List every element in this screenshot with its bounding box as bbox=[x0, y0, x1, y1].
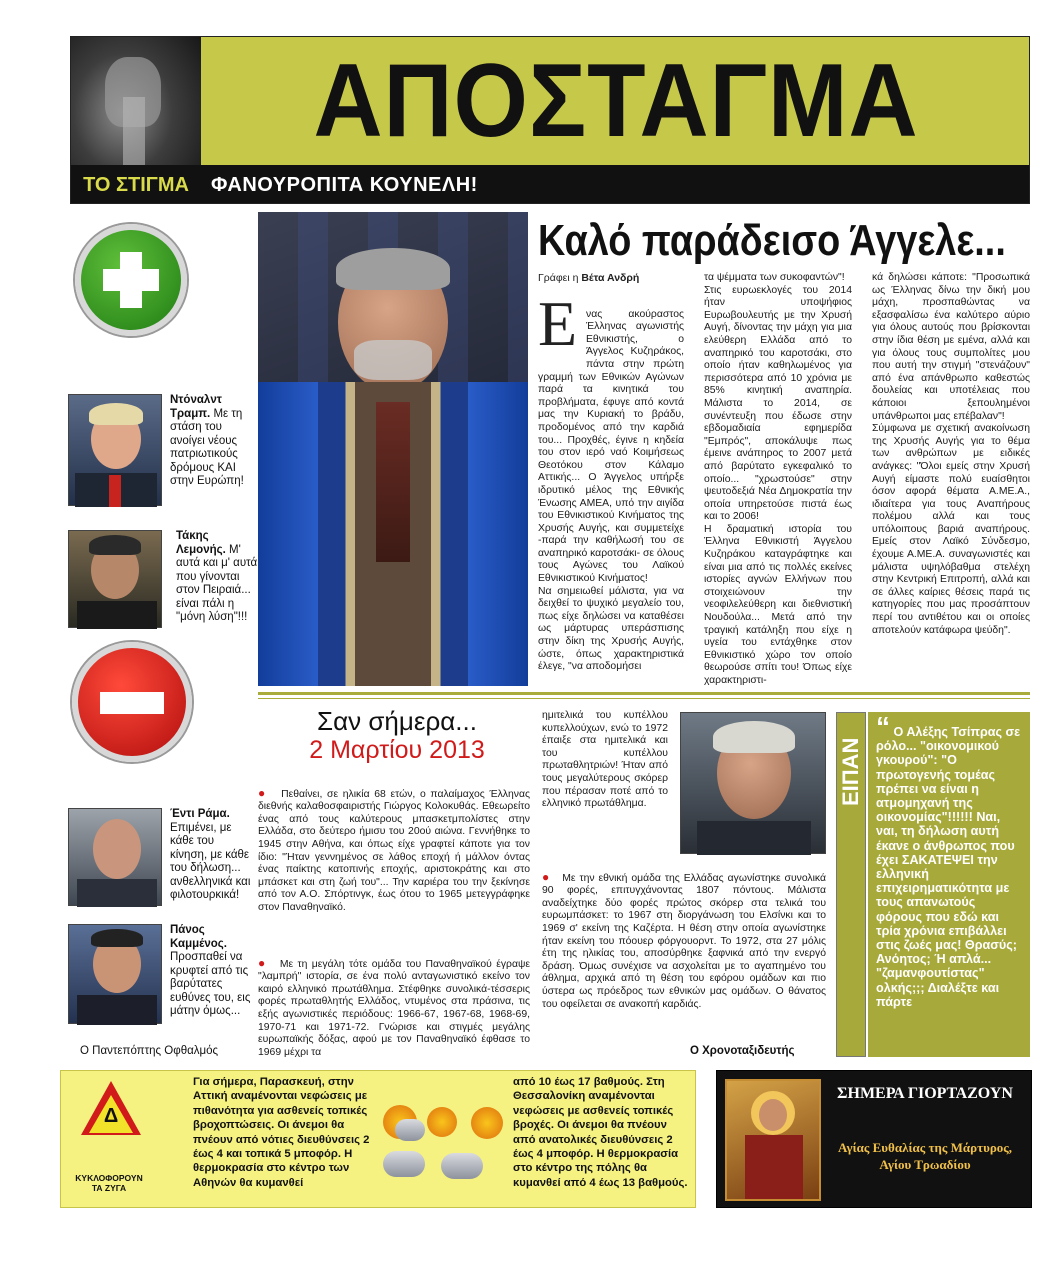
rain-cloud-icon bbox=[441, 1153, 483, 1179]
masthead-subtitle: ΦΑΝΟΥΡΟΠΙΤΑ ΚΟΥΝΕΛΗ! bbox=[201, 165, 1030, 204]
cloud-icon bbox=[395, 1119, 425, 1141]
plus-icon bbox=[75, 224, 187, 336]
plus-item-name: Τάκης Λεμονής. bbox=[176, 530, 226, 556]
saints-box bbox=[716, 1070, 1032, 1208]
divider-thin bbox=[258, 698, 1030, 699]
plus-item-name: Ντόναλντ Τραμπ. bbox=[170, 394, 222, 420]
san-simera-p2 bbox=[258, 944, 530, 1060]
article-headline: Καλό παράδεισο Άγγελε... bbox=[538, 216, 1006, 265]
eipan-label: ΕΙΠΑΝ bbox=[838, 737, 863, 807]
article-byline bbox=[538, 272, 639, 284]
saint-icon bbox=[725, 1079, 821, 1201]
saints-names: Αγίας Ευθαλίας της Μάρτυρος, Αγίου Τρωαδίου bbox=[837, 1140, 1013, 1172]
eipan-quote: Ο Αλέξης Τσίπρας σε ρόλο... "οικονομικού γκουρού": "Ο πρωτογενής τομέας πρέπει να είναι η ατμομηχανή της οικονομίας"!!!!!! Ναι, ναι, τη δήλωση αυτή έκανε ο άνθρωπος που έχει ΣΑΚΑΤΕΨΕΙ την ελληνική επιχειρηματικότητα με τους απανωτούς φόρους που εδώ και τρία χρόνια επιβάλλει στις ζωές μας! Θρασύς; Ανόητος; Ή απλά... "ζαμανφουτίστας" ολκής;;; Διαλέξτε και πάρτε bbox=[876, 725, 1021, 1009]
san-simera-p2-text: Με τη μεγάλη τότε ομάδα του Παναθηναϊκού έγραψε "λαμπρή" ιστορία, σε ένα πολύ ανταγωνιστικό εκείνο τον καιρό ελληνικό πρωτάθλημα. Στέφθηκε συνολικά-τέσσερις φορές πρωταθλητής Ελλάδος, ντυμένος στα πράσινα, τις εξής αγωνιστικές περιόδους: 1966-67, 1967-68, 1968-69, 1970-71 και 1971-72. Γνώρισε και στιγμές μεγάλης ευρωπαϊκής δόξας, αφού με τον Παναθηναϊκό έφθασε το 1969 μέχρι τα bbox=[258, 958, 530, 1058]
san-simera-p4 bbox=[542, 858, 826, 1048]
traffic-sign: Δ bbox=[103, 1105, 119, 1127]
minus-item-text: Προσπαθεί να κρυφτεί από τις βαρύτατες ευθύνες του, εις μάτην όμως... bbox=[170, 951, 251, 1017]
main-photo bbox=[258, 212, 528, 686]
san-simera-signature: Ο Χρονοταξιδευτής bbox=[690, 1045, 795, 1057]
sidebar-signature: Ο Παντεπόπτης Οφθαλμός bbox=[80, 1045, 219, 1057]
plus-item-lemonis bbox=[176, 530, 258, 625]
article-col2: τα ψέμματα των συκοφαντών"! Στις ευρωεκλογές του 2014 ήταν υποψήφιος Ευρωβουλευτής με την Χρυσή Αυγή, δίνοντας την μάχη για μια ελεύθερη Ελλάδα από το αναπηρικό του καροτσάκι, στο οποίο ήταν καθηλωμένος για περισσότερα από 10 χρόνια με 85% κινητική αναπηρία. Μάλιστα το 2014, σε συνέντευξη που έδωσε στην εβδομαδιαία εφημερίδα "Εμπρός", αποκάλυψε πως έμεινε ανάπηρος το 2007 μετά από βαρύτατο εγκεφαλικό το οποίο... "χρωστούσε" στην ψευτοδεξιά Νέα Δημοκρατία την οποία υπηρετούσε πιστά έως και το 2006! Η δραματική ιστορία του Έλληνα Εθνικιστή Άγγελου Κυζηράκου καταγράφτηκε και είναι μια από τις πολλές εκείνες ιστορίες αγνών Ελλήνων που στοιχειώνουν την νεοφιλελεύθερη και διεθνιστική Νουδούλα... Μετά από την τραγική κατάληξη που είχε η υγεία του εντάχθηκε στον Εθνικιστικό χώρο τον οποίο θεωρούσε σπίτι του! Όπως είχε χαρακτηριστι- bbox=[704, 272, 852, 686]
bullet-icon: ● bbox=[258, 955, 267, 970]
masthead-title: ΑΠΟΣΤΑΓΜΑ bbox=[313, 43, 919, 159]
traffic-label: ΚΥΚΛΟΦΟΡΟΥΝ ΤΑ ΖΥΓΑ bbox=[75, 1173, 143, 1193]
plus-item-trump bbox=[170, 394, 254, 489]
traffic-panel bbox=[73, 1081, 145, 1199]
dropcap: Ε bbox=[538, 288, 578, 359]
minus-item-name: Πάνος Καμμένος. bbox=[170, 924, 227, 950]
minus-icon bbox=[72, 642, 192, 762]
rain-cloud-icon bbox=[383, 1151, 425, 1177]
rama-photo bbox=[68, 808, 162, 906]
article-col1 bbox=[538, 296, 684, 688]
masthead-stigma: ΤΟ ΣΤΙΓΜΑ bbox=[71, 165, 201, 204]
san-simera-p4-text: Με την εθνική ομάδα της Ελλάδας αγωνίστηκε συνολικά 90 φορές, επιτυγχάνοντας 1807 πόντους. Μάλιστα αναδείχτηκε δύο φορές πρώτος σκόρερ στα τελικά του ευρωμπάσκετ: το 1967 στη διοργάνωση του Ελσίνκι και το 1969 σ' εκείνη της Καζέρτα. Η θέση στην οποία αγωνίστηκε ήταν εκείνη του πόουερ φόργουορντ. Το 1972, στα 27 μόλις έτη της ηλικίας του, αποσύρθηκε ξαφνικά από την ενεργό δράση. Όμως συνέχισε να ασχολείται με το αγαπημένο του άθλημα, αρχικά από τη θέση του εφόρου ομάδων και πιο ύστερα ως πρόεδρος των εθνικών μας ομάδων. Ο θάνατος του οφείλεται σε ανακοπή καρδιάς. bbox=[542, 872, 827, 1010]
weather-text-attica: Για σήμερα, Παρασκευή, στην Αττική αναμένονται νεφώσεις με πιθανότητα για ασθενείς τοπικές βροχοπτώσεις. Οι άνεμοι θα πνέουν από νότιες διευθύνσεις 2 έως 4 και τοπικά 5 μποφόρ. Η θερμοκρασία στο κέντρο των Αθηνών θα κυμανθεί bbox=[193, 1076, 370, 1189]
bullet-icon: ● bbox=[258, 785, 268, 800]
weather-text-thessaloniki: από 10 έως 17 βαθμούς. Στη Θεσσαλονίκη αναμένονται νεφώσεις με ασθενείς τοπικές βροχές. Οι άνεμοι θα πνέουν από ανατολικές διευθύνσεις 2 έως 4 μποφόρ. Η θερμοκρασία στο κέντρο της πόλης θα κυμανθεί από 4 έως 13 βαθμούς. bbox=[513, 1076, 688, 1189]
lemonis-photo bbox=[68, 530, 162, 628]
weather-box bbox=[60, 1070, 696, 1208]
eipan-quote-box bbox=[868, 712, 1030, 1057]
san-simera-p3: ημιτελικά του κυπέλλου κυπελλούχων, ενώ το 1972 έπαιξε στα ημιτελικά και του κυπέλλου πρωταθλητριών! Ήταν από τους μεγαλύτερους σκόρερ που πέρασαν ποτέ από το ελληνικό πρωτάθλημα. bbox=[542, 710, 668, 810]
minus-item-rama bbox=[170, 808, 254, 903]
saints-title: ΣΗΜΕΡΑ ΓΙΟΡΤΑΖΟΥΝ bbox=[837, 1085, 1013, 1102]
bullet-icon: ● bbox=[542, 869, 551, 884]
plus-item-text: Μ' αυτά και μ' αυτά που γίνονται στον Πειραιά... είναι πάλι η "μόνη λύση"!!! bbox=[176, 543, 258, 623]
byline-author: Βέτα Ανδρή bbox=[581, 272, 640, 284]
san-simera-title: Σαν σήμερα... bbox=[317, 706, 477, 736]
divider bbox=[258, 692, 1030, 695]
kammenos-photo bbox=[68, 924, 162, 1024]
minus-item-name: Έντι Ράμα. bbox=[170, 808, 230, 820]
san-simera-date: 2 Μαρτίου 2013 bbox=[309, 736, 485, 764]
byline-prefix: Γράφει η bbox=[538, 272, 582, 284]
sun-icon bbox=[471, 1107, 503, 1139]
article-col3: κά δηλώσει κάποτε: "Προσωπικά ως Έλληνας δίνω την δική μου μάχη, προσπαθώντας να εξασφαλίσω ένα καλύτερο αύριο για όλους αυτούς που βρίσκονται στην ίδια θέση με εμένα, αλλά και για όλους τους συμπολίτες μου που αυτή την στιγμή "στενάζουν" από ένα απάνθρωπο καθεστώς δουλείας και υποτέλειας που κάποιοι ξεπουλημένοι υπάνθρωποι μας επέβαλαν"! Σύμφωνα με σχετική ανακοίνωση της Χρυσής Αυγής για το θέμα των ανθρώπων με ειδικές ανάγκες: "Όλοι εμείς στην Χρυσή Αυγή είμαστε πολύ ευαίσθητοι όσον αφορά θέματα Α.ΜΕ.Α., ιδιαίτερα για τους Αναπήρους πολέμου αλλά και τους υπόλοιπους βαριά αναπήρους. Εμείς στον Λαϊκό Σύνδεσμο, έχουμε Α.ΜΕ.Α. συναγωνιστές και μάλιστα υψηλόβαθμα στελέχη στην Κεντρική Επιτροπή, αλλά και σε άλλες καίριες θέσεις παρά τις κατηγορίες που μας προσάπτουν περί του αντιθέτου και οι οποίες αποτελούν κατάφωρα ψεύδη". bbox=[872, 272, 1030, 636]
minus-item-kammenos bbox=[170, 924, 254, 1019]
san-simera-p1-text: Πεθαίνει, σε ηλικία 68 ετών, ο παλαίμαχος Έλληνας διεθνής καλαθοσφαιριστής Γιώργος Κολοκυθάς. Εθεωρείτο ένας από τους καλύτερους μπασκετμπολίστες στην Ελλάδα, στο δεύτερο ήμισυ του 20ού αιώνα. Γεννήθηκε το 1945 στην Αθήνα, και όπως είχε γραφτεί κάποτε για τον ίδιο: "Ήταν γεννημένος σε λάθος εποχή ή μάλλον όντας ένας παίκτης κατοπινής εποχής, αριστοκράτης και στο μπάσκετ και στη ζωή του"... Την καριέρα του την ξεκίνησε από τον Α.Ο. Σπόρτινγκ, έως ότου το 1965 μετεγγράφηκε στον Παναθηναϊκό. bbox=[258, 788, 530, 913]
plus-item-text: Με τη στάση του ανοίγει νέους πατριωτικούς δρόμους ΚΑΙ στην Ευρώπη! bbox=[170, 407, 244, 487]
quote-icon: “ bbox=[876, 711, 890, 742]
sun-icon bbox=[427, 1107, 457, 1137]
trump-photo bbox=[68, 394, 162, 506]
article-col1-text: νας ακούραστος Έλληνας αγωνιστής Εθνικιστής, ο Άγγελος Κυζηράκος, πάντα στην πρώτη γραμμή των Εθνικών Αγώνων παρά τα κινητικά του προβλήματα, έφυγε από κοντά μας την Κυριακή το βράδυ, προδομένος από την καρδιά του... Προχθές, έγινε η κηδεία του στον ιερό ναό Κοιμήσεως Θεοτόκου στον Κάλαμο Αττικής... Ο Άγγελος υπήρξε ιδρυτικό μέλος της Εθνικής Ένωσης ΑΜΕΑ, υπό την αιγίδα του Εθνικιστικού Κινήματος της Χρυσής Αυγής, και συμμετείχε -παρά την καθήλωσή του σε αναπηρικό καροτσάκι- σε όλους τους Αγώνες του Λαϊκού Εθνικιστικού Κινήματος! Να σημειωθεί μάλιστα, για να δειχθεί το ψυχικό μεγαλείο του, πως είχε δηλώσει να καταθέσει ως μάρτυρας υπεράσπισης στην δίκη της Χρυσής Αυγής, ώστε, όπως χαρακτηριστικά έλεγε, "να αποδομήσει bbox=[538, 308, 684, 673]
san-simera-p1 bbox=[258, 774, 530, 938]
minus-item-text: Επιμένει, με κάθε του κίνηση, με κάθε του δήλωση... ανθελληνικά και φιλοτουρκικά! bbox=[170, 821, 251, 901]
kolokythas-photo bbox=[680, 712, 826, 854]
masthead bbox=[70, 36, 1030, 204]
